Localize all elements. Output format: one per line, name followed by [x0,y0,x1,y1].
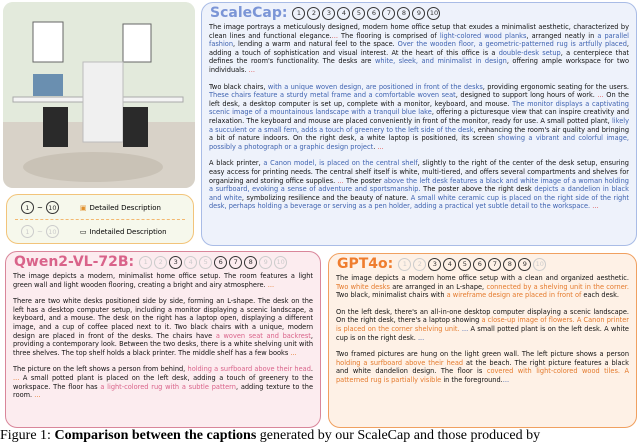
score-circle-6: 6 [214,256,227,269]
score-circle-6: 6 [367,7,380,20]
text-segment: The picture on the left shows a person from behind, [13,365,188,374]
highlighted-text: ... [267,280,275,289]
office-image [3,2,195,188]
highlighted-text: white, sleek, and minimalist in design [375,57,507,66]
text-segment: , providing ergonomic seating for the users. [482,82,629,91]
score-circle-5: 5 [352,7,365,20]
text-segment: each desk. [581,291,619,300]
highlighted-text: showing a vibrant and colorful image, possibly a photograph or a graphic design project [209,134,629,151]
text-segment: , enhancing the room's air quality and bringing a bit of nature indoors. On the right desk, a white laptop is positioned, its screen [209,125,630,143]
circle-10: 10 [46,201,59,214]
highlighted-text: double-desk setup [498,48,561,57]
score-circle-10: 10 [533,258,546,271]
highlighted-text: depicts a dandelion in black and white [209,185,629,202]
score-circle-3: 3 [428,258,441,271]
text-segment: The image depicts a modern home office setup with a clean and organized aesthetic. [336,274,629,282]
score-circle-8: 8 [503,258,516,271]
score-circle-9: 9 [412,7,425,20]
text-segment: There are two white desks positioned side by side, forming an L-shape. The desk on the left has a desktop computer setup, including a monitor displaying a scenic landscape, a keyboard, and a mouse. The desk on the right has a laptop open, displaying a different image, and a cup of coffee placed next to it. Two black chairs with a unique, modern design are placed in front of the desks. The chairs have [13,297,313,340]
text-segment: Two black, minimalist chairs with [336,291,447,300]
caption-paragraph [329,308,636,342]
highlighted-text: with a unique woven design, are positioned in front of the desks [267,82,483,91]
caption-bold: Comparison between the captions [54,428,257,443]
text-segment: The poster above the right desk [420,185,535,194]
text-segment: , providing a contemporary look. Between the two desks, there is a white shelving unit with three shelves. The top shelf holds a black printer. The middle shelf has a few books [13,331,313,357]
highlighted-text: ... [331,31,338,40]
detailed-icon: ▣ [79,203,87,212]
highlighted-text: ... [592,202,599,211]
highlighted-text: ... [337,176,344,185]
score-circle-7: 7 [382,7,395,20]
text-segment: , offering a picturesque view that can inspire creativity and relaxation. The keyboard and mouse are placed conveniently in front of the monitor, ready for use. A small potted plant, [209,108,630,125]
text-segment: , adding a touch of sophistication and visual interest. At the heart of this office is a [209,40,629,57]
text-segment: at the beach. The right picture features a black and white dandelion design. The floor is [336,358,629,376]
text-segment: , adding texture to the room. [13,382,313,400]
text-segment: A black printer, [209,159,264,168]
legend-indetailed [21,225,167,238]
text-segment: , slightly to the right of the center of the desk setup, ensuring easy access for printing needs. The central shelf itself is white, multi-tiered, and offers several compartments and shelves for organizing and storing office supplies. [209,159,629,185]
office-photo [3,2,195,188]
score-circle-2: 2 [413,258,426,271]
caption-rest: generated by our ScaleCap and those produced by [256,428,541,443]
figure-caption [0,428,540,444]
highlighted-text: above the left desk features a black and white image of a woman holding a surfboard, evoking a sense of adventure and sportsmanship. [209,176,629,194]
caption-paragraph [329,350,636,384]
text-segment: Two framed pictures are hung on the light green wall. The left picture shows a person [336,350,629,359]
highlighted-text: a Canon model, is placed on the central shelf [263,159,418,168]
score-circle-9: 9 [518,258,531,271]
highlighted-text: ... [417,333,425,342]
highlighted-text: ... [34,391,41,400]
text-segment: , arranged neatly in [526,31,598,40]
legend [6,194,194,244]
caption-paragraph [202,23,636,75]
highlighted-text: a wireframe design are placed in front of [446,291,582,300]
score-circle-6: 6 [473,258,486,271]
panel-header [6,252,320,270]
model-title: Qwen2-VL-72B: [14,254,135,270]
highlighted-text: connected by a shelving unit in the corner. [486,282,629,291]
score-circle-10: 10 [274,256,287,269]
highlighted-text: a close-up image of flowers. A Canon printer is placed on the corner shelving unit. [336,316,629,333]
text-segment: . [310,365,313,374]
text-segment: A small potted plant is on the left desk. A white cup is on the right desk. [336,324,629,342]
highlighted-text: ... [248,65,255,74]
text-segment: in the foreground. [441,375,503,384]
caption-paragraph [329,274,636,300]
score-circle-4: 4 [184,256,197,269]
text-segment: , symbolizing resilience and the beauty of nature. [241,193,411,202]
text-segment: On the left desk, a desktop computer is set up, complete with a monitor, keyboard, and mouse. [209,91,629,108]
text-segment: . [373,142,378,151]
score-circle-4: 4 [337,7,350,20]
scalecap-panel [201,2,637,246]
score-circle-1: 1 [398,258,411,271]
score-circle-7: 7 [488,258,501,271]
legend-detailed [21,201,161,214]
score-circle-5: 5 [199,256,212,269]
caption-paragraph [202,83,636,152]
indetailed-label: Indetailed Description [89,227,167,236]
qwen-panel [5,251,321,428]
highlighted-text: ... [13,373,20,382]
model-title: ScaleCap: [210,5,288,21]
highlighted-text: ... [290,348,297,357]
text-segment: The flooring is comprised of [337,31,440,40]
text-segment: A small potted plant is placed on the left desk, adding a touch of greenery to the workspace. The floor has [13,373,313,391]
highlighted-text: The monitor displays a captivating scenic image of a mountainous landscape with a tranquil blue lake [209,99,629,117]
indetailed-icon: ▭ [79,227,87,236]
highlighted-text: light-colored wood planks [439,31,527,40]
text-segment: The image portrays a meticulously designed, modern home office setup that exudes a minimalist aesthetic, characterized by clean lines and functional elegance. [209,23,629,40]
highlighted-text: A small white ceramic cup is placed on the right side of the right desk, perhaps holding a beverage or serving as a pen holder, adding a practical yet subtle detail to the workspace. [209,193,629,211]
caption-paragraph [6,365,320,399]
highlighted-text: ... [377,142,384,151]
text-segment: , offering ample workspace for two individuals. [209,57,629,74]
highlighted-text: These chairs feature a sturdy metal frame and a comfortable woven seat [209,91,456,100]
score-circle-1: 1 [292,7,305,20]
highlighted-text: likely a succulent or a small fern, adds a touch of greenery to the left side of the desk [209,116,629,134]
highlighted-text: Over the wooden floor, a geometric-patterned rug is artfully placed [397,40,627,49]
caption-paragraph [6,272,320,289]
text-segment: are arranged in an L-shape, [389,282,487,291]
text-segment: , designed to support long hours of work. [455,91,598,100]
score-circle-7: 7 [229,256,242,269]
model-title: GPT4o: [337,256,394,272]
highlighted-text: ... [502,375,510,384]
circle-1: 1 [21,201,34,214]
score-circle-3: 3 [169,256,182,269]
caption-label: Figure 1: [0,428,55,443]
text-segment: The image depicts a modern, minimalist home office setup. The room features a light green wall and light wooden flooring, creating a bright and airy atmosphere. [13,272,313,289]
highlighted-text: Two white desks [336,282,390,291]
highlighted-text: a woven seat and backrest [215,331,311,340]
highlighted-text: a light-colored rug with a subtle pattern [100,382,236,391]
score-circle-2: 2 [154,256,167,269]
score-circle-1: 1 [139,256,152,269]
text-segment: On the left desk, there's an all-in-one desktop computer displaying a scenic landscape. On the right desk, there's a laptop showing [336,307,629,325]
highlighted-text: holding a surfboard above their head [187,365,311,374]
score-circle-8: 8 [244,256,257,269]
caption-paragraph [6,297,320,357]
score-circle-10: 10 [427,7,440,20]
highlighted-text: a parallel fashion [209,31,629,49]
highlighted-text: ... [597,91,604,100]
highlighted-text: ... [461,324,469,333]
score-circle-9: 9 [259,256,272,269]
text-segment: , lending a warm and natural feel to the space. [233,40,398,49]
score-circle-4: 4 [443,258,456,271]
score-circle-8: 8 [397,7,410,20]
legend-divider [15,219,185,220]
text-segment: Two black chairs, [209,82,268,91]
text-segment: , a centerpiece that defines the room's functionality. The desks are [209,48,629,66]
range-sign: ~ [37,227,43,236]
score-circle-2: 2 [307,7,320,20]
caption-paragraph [202,159,636,211]
panel-header [329,254,636,272]
highlighted-text: holding a surfboard above their head [336,358,464,367]
highlighted-text: covered with light-colored wood tiles. A patterned rug is partially visible [336,367,629,384]
circle-1-faded: 1 [21,225,34,238]
score-circle-5: 5 [458,258,471,271]
score-circle-3: 3 [322,7,335,20]
text-segment: The poster [343,176,384,185]
gpt4o-panel [328,253,637,428]
panel-header [202,3,636,21]
range-sign: ~ [37,203,43,212]
circle-10-faded: 10 [46,225,59,238]
detailed-label: Detailed Description [89,203,161,212]
